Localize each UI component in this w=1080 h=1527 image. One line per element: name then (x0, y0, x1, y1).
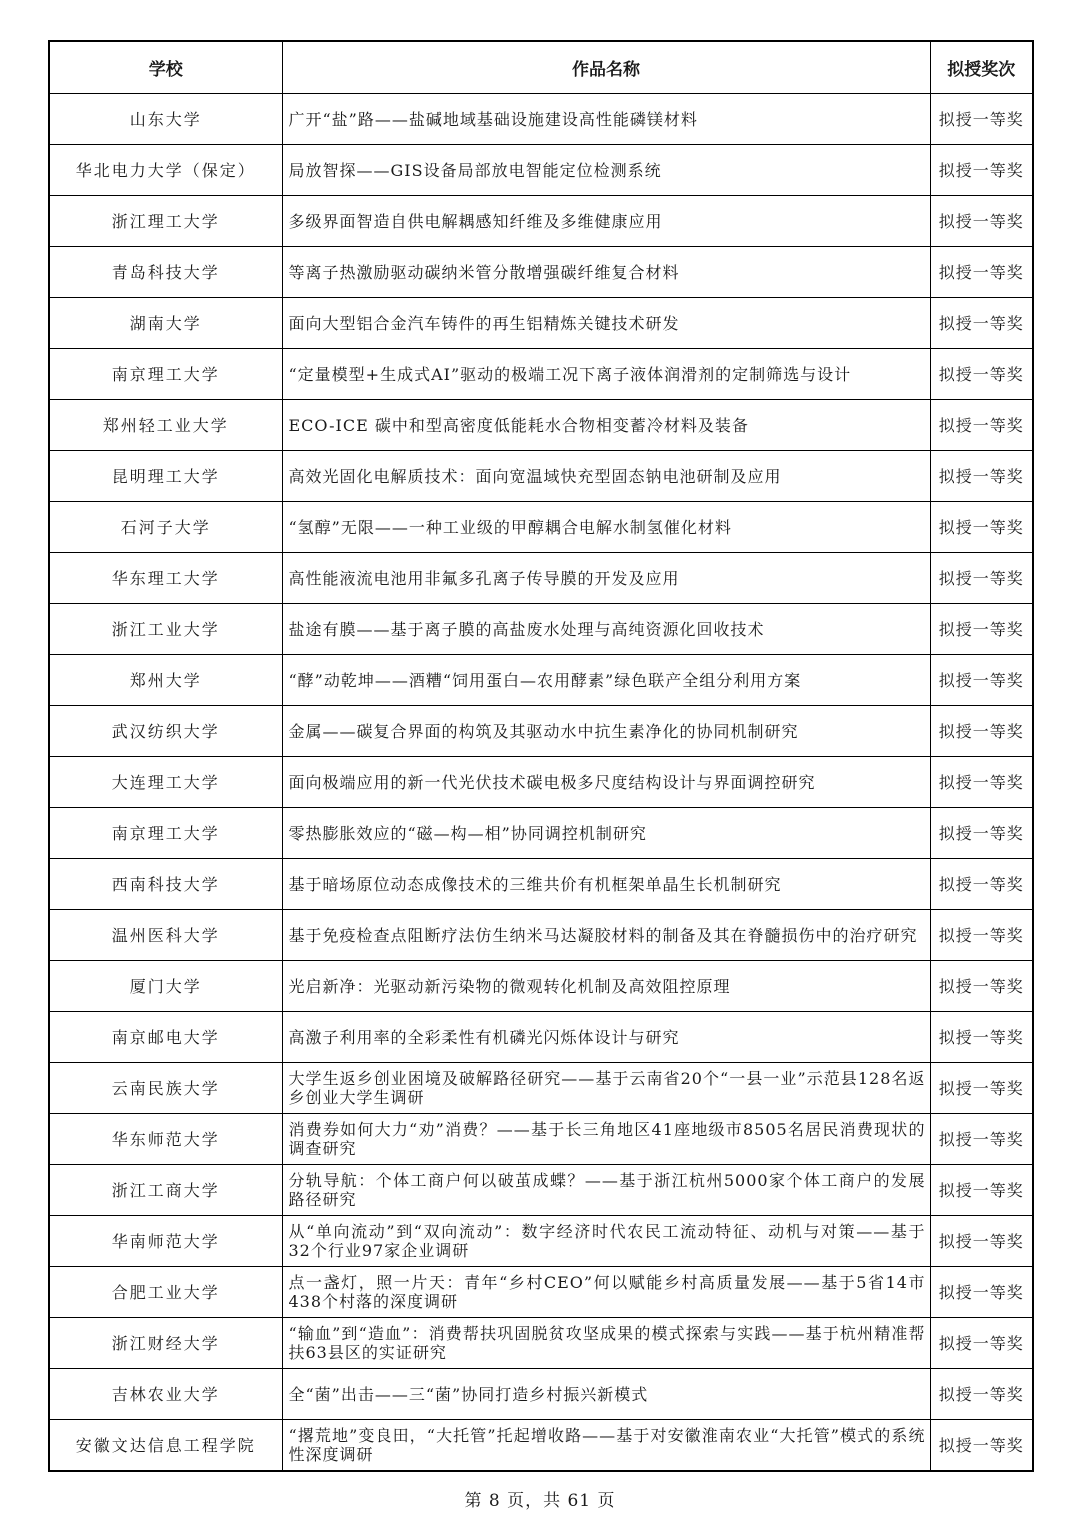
award-level-cell: 拟授一等奖 (930, 604, 1033, 655)
school-cell: 南京理工大学 (49, 808, 282, 859)
table-row (49, 298, 1033, 349)
award-level-cell: 拟授一等奖 (930, 1318, 1033, 1369)
work-title-cell: 金属——碳复合界面的构筑及其驱动水中抗生素净化的协同机制研究 (282, 706, 930, 757)
work-title-cell: 等离子热激励驱动碳纳米管分散增强碳纤维复合材料 (282, 247, 930, 298)
work-title-cell: “氢醇”无限——一种工业级的甲醇耦合电解水制氢催化材料 (282, 502, 930, 553)
table-row (49, 859, 1033, 910)
table-row (49, 553, 1033, 604)
table-row (49, 655, 1033, 706)
table-row (49, 1165, 1033, 1216)
award-level-cell: 拟授一等奖 (930, 349, 1033, 400)
work-title-cell: 基于免疫检查点阻断疗法仿生纳米马达凝胶材料的制备及其在脊髓损伤中的治疗研究 (282, 910, 930, 961)
school-cell: 郑州轻工业大学 (49, 400, 282, 451)
table-row (49, 706, 1033, 757)
table-row (49, 400, 1033, 451)
work-title-cell: 高性能液流电池用非氟多孔离子传导膜的开发及应用 (282, 553, 930, 604)
school-cell: 大连理工大学 (49, 757, 282, 808)
work-title-cell: 全“菌”出击——三“菌”协同打造乡村振兴新模式 (282, 1369, 930, 1420)
work-title-cell: “输血”到“造血”：消费帮扶巩固脱贫攻坚成果的模式探索与实践——基于杭州精准帮扶63县区的实证研究 (282, 1318, 930, 1369)
award-level-cell: 拟授一等奖 (930, 298, 1033, 349)
table-row (49, 1267, 1033, 1318)
table-row (49, 451, 1033, 502)
table-row (49, 808, 1033, 859)
work-title-cell: 光启新净：光驱动新污染物的微观转化机制及高效阻控原理 (282, 961, 930, 1012)
award-level-cell: 拟授一等奖 (930, 451, 1033, 502)
work-title-cell: 多级界面智造自供电解耦感知纤维及多维健康应用 (282, 196, 930, 247)
school-cell: 厦门大学 (49, 961, 282, 1012)
work-title-cell: 从“单向流动”到“双向流动”：数字经济时代农民工流动特征、动机与对策——基于32个行业97家企业调研 (282, 1216, 930, 1267)
award-level-cell: 拟授一等奖 (930, 706, 1033, 757)
table-row (49, 349, 1033, 400)
table-row (49, 94, 1033, 145)
table-row (49, 910, 1033, 961)
school-cell: 华东师范大学 (49, 1114, 282, 1165)
header-award-level: 拟授奖次 (930, 41, 1033, 94)
school-cell: 浙江理工大学 (49, 196, 282, 247)
work-title-cell: “撂荒地”变良田，“大托管”托起增收路——基于对安徽淮南农业“大托管”模式的系统性深度调研 (282, 1420, 930, 1472)
award-level-cell: 拟授一等奖 (930, 808, 1033, 859)
school-cell: 安徽文达信息工程学院 (49, 1420, 282, 1472)
school-cell: 温州医科大学 (49, 910, 282, 961)
work-title-cell: 高激子利用率的全彩柔性有机磷光闪烁体设计与研究 (282, 1012, 930, 1063)
award-level-cell: 拟授一等奖 (930, 1114, 1033, 1165)
school-cell: 云南民族大学 (49, 1063, 282, 1114)
table-row (49, 502, 1033, 553)
award-level-cell: 拟授一等奖 (930, 1267, 1033, 1318)
table-row (49, 1420, 1033, 1472)
school-cell: 昆明理工大学 (49, 451, 282, 502)
school-cell: 浙江工商大学 (49, 1165, 282, 1216)
work-title-cell: 面向大型铝合金汽车铸件的再生铝精炼关键技术研发 (282, 298, 930, 349)
table-row (49, 961, 1033, 1012)
school-cell: 西南科技大学 (49, 859, 282, 910)
school-cell: 南京邮电大学 (49, 1012, 282, 1063)
work-title-cell: 高效光固化电解质技术：面向宽温域快充型固态钠电池研制及应用 (282, 451, 930, 502)
school-cell: 青岛科技大学 (49, 247, 282, 298)
award-level-cell: 拟授一等奖 (930, 961, 1033, 1012)
award-level-cell: 拟授一等奖 (930, 400, 1033, 451)
school-cell: 合肥工业大学 (49, 1267, 282, 1318)
table-row (49, 604, 1033, 655)
work-title-cell: 基于暗场原位动态成像技术的三维共价有机框架单晶生长机制研究 (282, 859, 930, 910)
school-cell: 华东理工大学 (49, 553, 282, 604)
award-level-cell: 拟授一等奖 (930, 1012, 1033, 1063)
award-level-cell: 拟授一等奖 (930, 1420, 1033, 1472)
table-row (49, 1318, 1033, 1369)
work-title-cell: 大学生返乡创业困境及破解路径研究——基于云南省20个“一县一业”示范县128名返乡创业大学生调研 (282, 1063, 930, 1114)
work-title-cell: 面向极端应用的新一代光伏技术碳电极多尺度结构设计与界面调控研究 (282, 757, 930, 808)
header-work-title: 作品名称 (282, 41, 930, 94)
school-cell: 浙江财经大学 (49, 1318, 282, 1369)
table-body (49, 94, 1033, 1472)
table-row (49, 145, 1033, 196)
work-title-cell: 分轨导航：个体工商户何以破茧成蝶？——基于浙江杭州5000家个体工商户的发展路径研究 (282, 1165, 930, 1216)
award-level-cell: 拟授一等奖 (930, 1369, 1033, 1420)
work-title-cell: 广开“盐”路——盐碱地域基础设施建设高性能磷镁材料 (282, 94, 930, 145)
school-cell: 石河子大学 (49, 502, 282, 553)
school-cell: 浙江工业大学 (49, 604, 282, 655)
award-level-cell: 拟授一等奖 (930, 1216, 1033, 1267)
award-level-cell: 拟授一等奖 (930, 859, 1033, 910)
work-title-cell: ECO-ICE 碳中和型高密度低能耗水合物相变蓄冷材料及装备 (282, 400, 930, 451)
award-level-cell: 拟授一等奖 (930, 1165, 1033, 1216)
work-title-cell: 盐途有膜——基于离子膜的高盐废水处理与高纯资源化回收技术 (282, 604, 930, 655)
award-level-cell: 拟授一等奖 (930, 145, 1033, 196)
school-cell: 华北电力大学（保定） (49, 145, 282, 196)
work-title-cell: 局放智探——GIS设备局部放电智能定位检测系统 (282, 145, 930, 196)
award-level-cell: 拟授一等奖 (930, 910, 1033, 961)
work-title-cell: 点一盏灯，照一片天：青年“乡村CEO”何以赋能乡村高质量发展——基于5省14市438个村落的深度调研 (282, 1267, 930, 1318)
table-row (49, 1012, 1033, 1063)
school-cell: 华南师范大学 (49, 1216, 282, 1267)
table-header (49, 41, 1033, 94)
award-level-cell: 拟授一等奖 (930, 757, 1033, 808)
work-title-cell: 消费券如何大力“劝”消费？——基于长三角地区41座地级市8505名居民消费现状的调查研究 (282, 1114, 930, 1165)
award-level-cell: 拟授一等奖 (930, 1063, 1033, 1114)
award-level-cell: 拟授一等奖 (930, 247, 1033, 298)
work-title-cell: 零热膨胀效应的“磁—构—相”协同调控机制研究 (282, 808, 930, 859)
school-cell: 山东大学 (49, 94, 282, 145)
header-school: 学校 (49, 41, 282, 94)
school-cell: 武汉纺织大学 (49, 706, 282, 757)
work-title-cell: “酵”动乾坤——酒糟“饲用蛋白—农用酵素”绿色联产全组分利用方案 (282, 655, 930, 706)
school-cell: 湖南大学 (49, 298, 282, 349)
awards-table (48, 40, 1034, 1472)
table-row (49, 196, 1033, 247)
table-row (49, 1063, 1033, 1114)
school-cell: 郑州大学 (49, 655, 282, 706)
table-row (49, 1369, 1033, 1420)
page-number: 第 8 页，共 61 页 (464, 1491, 616, 1511)
award-level-cell: 拟授一等奖 (930, 655, 1033, 706)
school-cell: 南京理工大学 (49, 349, 282, 400)
table-row (49, 1114, 1033, 1165)
table-row (49, 757, 1033, 808)
award-level-cell: 拟授一等奖 (930, 502, 1033, 553)
table-row (49, 247, 1033, 298)
school-cell: 吉林农业大学 (49, 1369, 282, 1420)
award-level-cell: 拟授一等奖 (930, 94, 1033, 145)
header-row (49, 41, 1033, 94)
award-level-cell: 拟授一等奖 (930, 553, 1033, 604)
award-level-cell: 拟授一等奖 (930, 196, 1033, 247)
work-title-cell: “定量模型+生成式AI”驱动的极端工况下离子液体润滑剂的定制筛选与设计 (282, 349, 930, 400)
table-row (49, 1216, 1033, 1267)
